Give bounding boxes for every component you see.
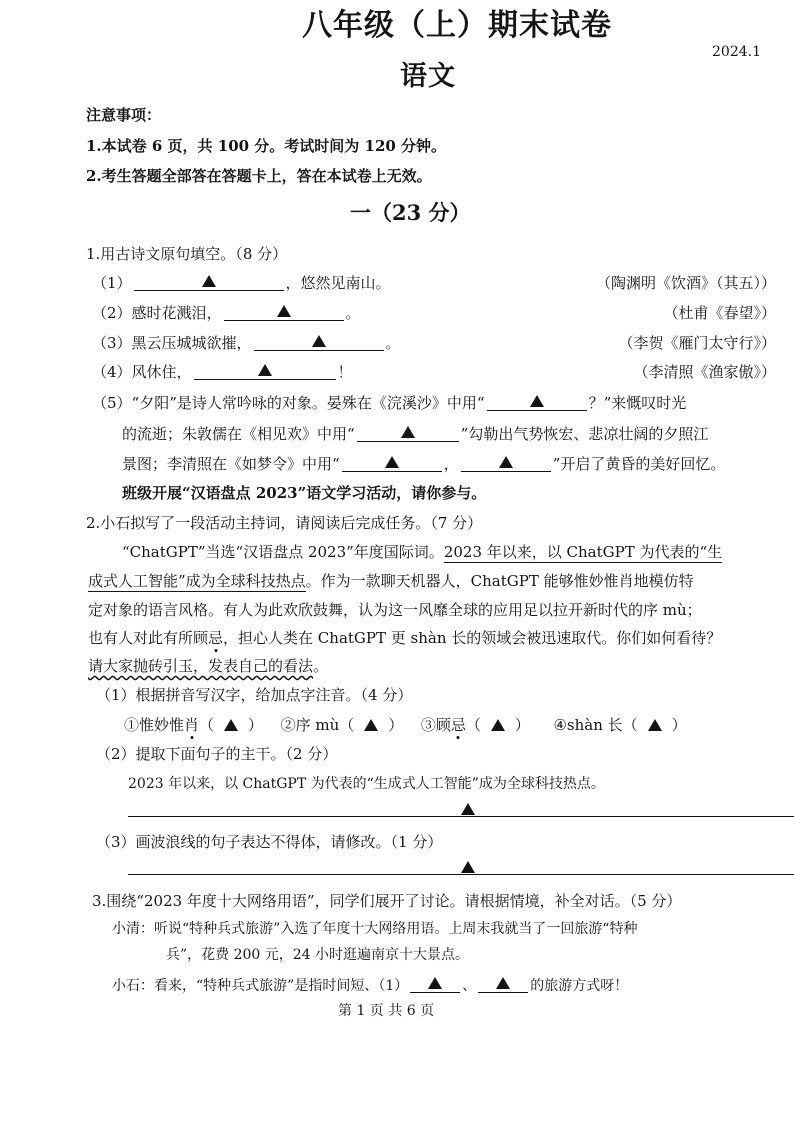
triangle-icon <box>530 395 544 407</box>
q2-opt3-text: ③顾 <box>420 716 451 734</box>
triangle-icon <box>277 305 291 317</box>
q1-s5-text: ”勾勒出气势恢宏、悲凉壮阔的夕照江 <box>460 425 709 443</box>
q1-s2-text: （2）感时花溅泪， <box>92 304 222 322</box>
activity-intro: 班级开展“汉语盘点 2023”语文学习活动，请你参与。 <box>122 484 487 502</box>
notes-item-2: 2.考生答题全部答在答题卡上，答在本试卷上无效。 <box>86 167 432 185</box>
q1-s4-text: （4）风休住， <box>92 363 192 381</box>
q1-s5-text: （5）“夕阳”是诗人常吟咏的对象。晏殊在《浣溪沙》中用“ <box>92 394 485 412</box>
q3-stem: 3.围绕“2023 年度十大网络用语”，同学们展开了讨论。请根据情境，补全对话。（5 分） <box>92 892 682 910</box>
q2-passage-line-3: 定对象的语言风格。有人为此欢欣鼓舞，认为这一风靡全球的应用足以拉开新时代的序 mù； <box>88 601 702 619</box>
answer-blank[interactable] <box>461 457 551 472</box>
triangle-icon <box>258 364 272 376</box>
answer-blank[interactable] <box>487 396 587 411</box>
answer-blank[interactable] <box>342 457 442 472</box>
exam-date: 2024.1 <box>712 44 761 60</box>
q3-dialog-qing-1: 小清：听说“特种兵式旅游”入选了年度十大网络用语。上周末我就当了一回旅游“特种 <box>112 921 638 937</box>
q2-underlined-sentence: 成式人工智能”成为全球科技热点 <box>88 572 306 590</box>
triangle-icon[interactable] <box>491 719 505 731</box>
q2-opt2-text: ） <box>388 716 404 734</box>
q2-opt2-text: ②序 mù（ <box>280 716 355 734</box>
q2-dotted-char: 忌 <box>208 629 224 647</box>
q2-opt1-text: （ <box>199 716 215 734</box>
answer-line[interactable] <box>128 874 794 875</box>
triangle-icon <box>461 861 475 873</box>
q2-passage-line-5 <box>88 655 328 676</box>
answer-blank[interactable] <box>357 427 459 442</box>
page-footer: 第 1 页 共 6 页 <box>338 1003 435 1019</box>
q2-sub1: （1）根据拼音写汉字，给加点字注音。（4 分） <box>96 686 413 704</box>
q2-sub2: （2）提取下面句子的主干。（2 分） <box>96 745 338 763</box>
q1-s5-line-2 <box>122 423 708 444</box>
q2-opt4-text: ④shàn 长（ <box>553 716 638 734</box>
q1-s1-num: （1） <box>92 274 132 292</box>
answer-blank[interactable] <box>254 336 384 351</box>
q2-passage-text: “ChatGPT”当选“汉语盘点 2023”年度国际词。 <box>122 543 444 561</box>
q3-shi-text: 、 <box>462 978 477 994</box>
q1-stem: 1.用古诗文原句填空。（8 分） <box>86 245 288 263</box>
exam-title: 八年级（上）期末试卷 <box>302 8 612 43</box>
q2-passage-text: 。 <box>313 657 329 675</box>
q3-dialog-shi <box>112 975 628 995</box>
triangle-icon <box>385 456 399 468</box>
q1-s5-text: 景图；李清照在《如梦令》中用“ <box>122 455 340 473</box>
q2-passage-line-4 <box>88 627 721 648</box>
q1-line-3 <box>92 332 401 353</box>
subject-title: 语文 <box>400 61 456 92</box>
q2-passage-line-1 <box>122 541 722 562</box>
q1-s5-text: 的流逝；朱敦儒在《相见欢》中用“ <box>122 425 355 443</box>
triangle-icon <box>401 426 415 438</box>
triangle-icon[interactable] <box>648 719 662 731</box>
q1-s1-text: ，悠然见南山。 <box>285 274 391 292</box>
q1-s3-source: （李贺《雁门太守行》） <box>618 334 776 352</box>
q2-stem: 2.小石拟写了一段活动主持词，请阅读后完成任务。（7 分） <box>86 514 483 532</box>
q2-underlined-sentence: 2023 年以来，以 ChatGPT 为代表的“生 <box>443 543 723 561</box>
q1-s4-end: ！ <box>337 363 353 381</box>
q2-dotted-char: 忌 <box>450 716 466 734</box>
q1-s5-text: ？”来慨叹时光 <box>588 394 687 412</box>
q2-passage-text: 。作为一款聊天机器人，ChatGPT 能够惟妙惟肖地模仿特 <box>305 572 694 590</box>
section-title: 一（23 分） <box>350 200 471 225</box>
q2-opt4-text: ） <box>671 716 687 734</box>
triangle-icon[interactable] <box>364 719 378 731</box>
q2-opt3-text: （ <box>465 716 481 734</box>
q3-shi-text: 小石：看来，“特种兵式旅游”是指时间短、（1） <box>112 978 409 994</box>
q1-s3-end: 。 <box>385 334 401 352</box>
q1-s3-text: （3）黑云压城城欲摧， <box>92 334 252 352</box>
q3-shi-text: 的旅游方式呀！ <box>530 978 629 994</box>
triangle-icon[interactable] <box>224 719 238 731</box>
q3-dialog-qing-2: 兵”，花费 200 元，24 小时逛遍南京十大景点。 <box>166 947 470 963</box>
q2-wavy-sentence: 请大家抛砖引玉，发表自己的看法 <box>88 657 314 675</box>
q2-passage-line-2 <box>88 570 694 591</box>
q1-s5-text: ”开启了黄昏的美好回忆。 <box>552 455 726 473</box>
answer-blank[interactable] <box>134 276 284 291</box>
q1-s2-source: （杜甫《春望》） <box>663 304 776 322</box>
q1-s4-source: （李清照《渔家傲》） <box>633 363 776 381</box>
q1-line-2 <box>92 302 361 323</box>
triangle-icon <box>312 335 326 347</box>
triangle-icon <box>496 977 510 989</box>
triangle-icon <box>428 977 442 989</box>
answer-blank[interactable] <box>224 306 344 321</box>
q1-s1-source: （陶渊明《饮酒》（其五）） <box>595 274 776 292</box>
triangle-icon <box>499 456 513 468</box>
answer-blank[interactable] <box>478 978 528 993</box>
notes-heading: 注意事项： <box>86 106 162 124</box>
q2-opt1-text: ①惟妙惟 <box>124 716 185 734</box>
q1-line-1 <box>92 272 391 293</box>
notes-item-1: 1.本试卷 6 页，共 100 分。考试时间为 120 分钟。 <box>86 137 447 155</box>
triangle-icon <box>202 275 216 287</box>
q2-passage-text: 也有人对此有所顾 <box>88 629 209 647</box>
q2-sub3: （3）画波浪线的句子表达不得体，请修改。（1 分） <box>96 833 443 851</box>
q2-opt1-text: ） <box>248 716 264 734</box>
q2-opt3-text: ） <box>514 716 530 734</box>
q1-line-4 <box>92 361 353 382</box>
q2-dotted-char: 肖 <box>184 716 200 734</box>
q2-passage-text: ，担心人类在 ChatGPT 更 shàn 长的领域会被迅速取代。你们如何看待？ <box>223 629 722 647</box>
q1-s5-text: ， <box>443 455 459 473</box>
q1-s5-line-1 <box>92 392 686 413</box>
answer-line[interactable] <box>128 816 794 817</box>
q2-sub2-sentence: 2023 年以来，以 ChatGPT 为代表的“生成式人工智能”成为全球科技热点。 <box>128 776 605 792</box>
triangle-icon <box>461 803 475 815</box>
q1-s5-line-3 <box>122 453 725 474</box>
answer-blank[interactable] <box>410 978 460 993</box>
q1-s2-end: 。 <box>345 304 361 322</box>
answer-blank[interactable] <box>194 365 336 380</box>
q2-sub1-options <box>124 714 687 735</box>
